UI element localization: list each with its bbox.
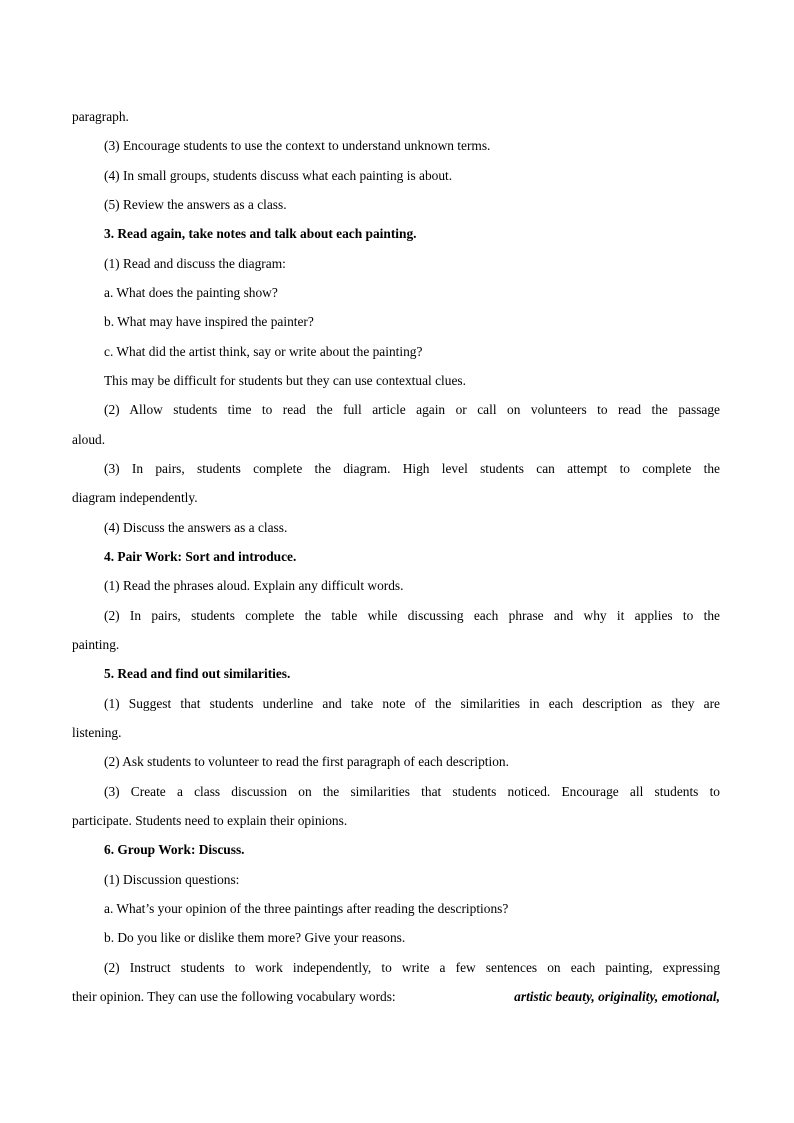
text-segment: their opinion. They can use the following vocabulary words:: [72, 989, 396, 1004]
text-line: (1) Read and discuss the diagram:: [104, 256, 286, 271]
text-line: (4) In small groups, students discuss what each painting is about.: [104, 168, 453, 183]
text-line: diagram independently.: [72, 490, 198, 505]
text-line: participate. Students need to explain their opinions.: [72, 813, 348, 828]
text-line: (3) Create a class discussion on the similarities that students noticed. Encourage all students to: [104, 784, 720, 799]
text-line-last: [72, 988, 720, 1006]
text-line: aloud.: [72, 432, 106, 447]
text-line: a. What does the painting show?: [104, 285, 278, 300]
text-line: (2) In pairs, students complete the table while discussing each phrase and why it applies to the: [104, 608, 720, 623]
text-line: (1) Discussion questions:: [104, 872, 240, 887]
text-line: This may be difficult for students but they can use contextual clues.: [104, 373, 466, 388]
text-line: (2) Ask students to volunteer to read the first paragraph of each description.: [104, 754, 509, 769]
section-heading: 3. Read again, take notes and talk about each painting.: [104, 226, 417, 241]
text-line: (1) Read the phrases aloud. Explain any difficult words.: [104, 578, 404, 593]
text-line: b. Do you like or dislike them more? Give your reasons.: [104, 930, 406, 945]
text-line: (3) In pairs, students complete the diagram. High level students can attempt to complete the: [104, 461, 720, 476]
text-line: (4) Discuss the answers as a class.: [104, 520, 288, 535]
text-line: c. What did the artist think, say or write about the painting?: [104, 344, 423, 359]
vocabulary-words: artistic beauty, originality, emotional,: [514, 989, 720, 1004]
text-line: painting.: [72, 637, 120, 652]
text-line: a. What’s your opinion of the three paintings after reading the descriptions?: [104, 901, 509, 916]
section-heading: 5. Read and find out similarities.: [104, 666, 291, 681]
section-heading: 6. Group Work: Discuss.: [104, 842, 245, 857]
text-line: listening.: [72, 725, 122, 740]
text-line: b. What may have inspired the painter?: [104, 314, 314, 329]
text-line: (1) Suggest that students underline and take note of the similarities in each description as they are: [104, 696, 720, 711]
section-heading: 4. Pair Work: Sort and introduce.: [104, 549, 297, 564]
text-line: (2) Instruct students to work independently, to write a few sentences on each painting, expressing: [104, 960, 720, 975]
text-line: (5) Review the answers as a class.: [104, 197, 287, 212]
text-line: paragraph.: [72, 109, 129, 124]
text-line: (2) Allow students time to read the full article again or call on volunteers to read the passage: [104, 402, 720, 417]
text-line: (3) Encourage students to use the context to understand unknown terms.: [104, 138, 491, 153]
